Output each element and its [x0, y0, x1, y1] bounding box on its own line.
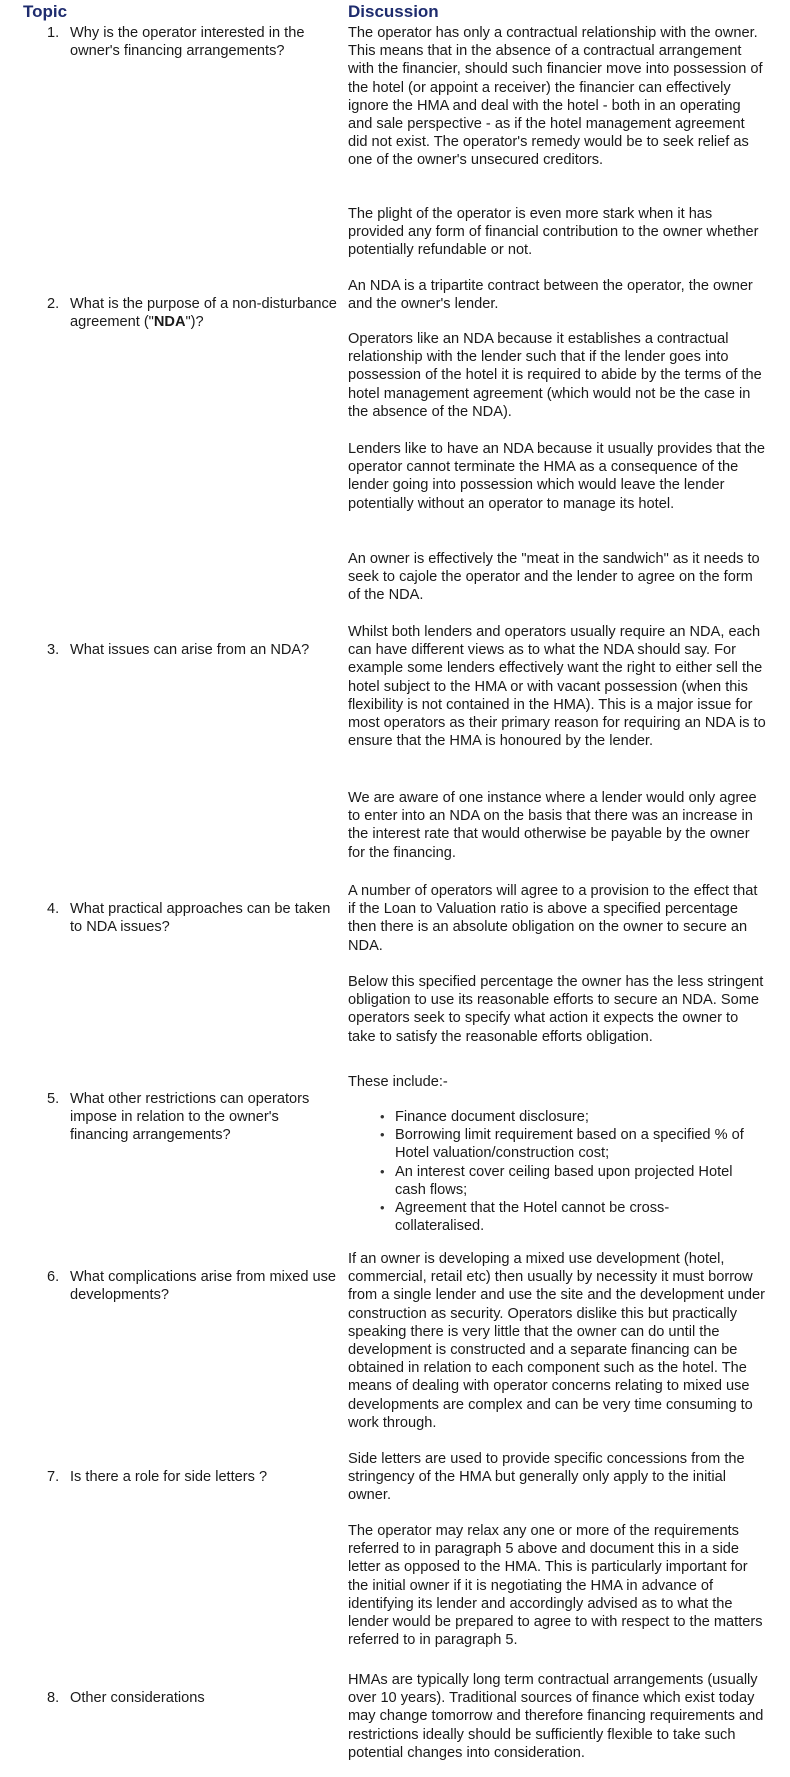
- discussion-paragraph: We are aware of one instance where a lender would only agree to enter into an NDA on the basis that there was an increase in the interest rate that would otherwise be payable by the owner for the financing.: [348, 790, 757, 861]
- discussion-paragraph: Operators like an NDA because it establishes a contractual relationship with the lender such that if the lender goes into possession of the hotel it is required to abide by the terms of the hotel management agreement (which would not be the case in the absence of the NDA).: [348, 331, 762, 420]
- list-item: • An interest cover ceiling based upon projected Hotel cash flows;: [378, 1163, 758, 1199]
- topic-number: 3.: [47, 642, 60, 658]
- topic-number: 6.: [47, 1269, 60, 1285]
- topic-item: [47, 1689, 337, 1707]
- topic-question: What complications arise from mixed use developments?: [70, 1269, 337, 1304]
- discussion-column-header: Discussion: [348, 2, 439, 21]
- discussion-paragraph: A number of operators will agree to a provision to the effect that if the Loan to Valuation ratio is above a specified percentage then there is an absolute obligation on the owner to secure an NDA.: [348, 883, 758, 954]
- restrictions-list: [378, 1108, 758, 1235]
- topic-question: What other restrictions can operators impose in relation to the owner's financing arrangements?: [70, 1091, 310, 1144]
- topic-item: [47, 295, 337, 331]
- topic-question: Is there a role for side letters ?: [70, 1469, 268, 1485]
- list-item: • Borrowing limit requirement based on a specified % of Hotel valuation/construction cost;: [378, 1126, 758, 1162]
- discussion-paragraph: An NDA is a tripartite contract between the operator, the owner and the owner's lender.: [348, 278, 753, 313]
- topic-column-header: Topic: [23, 2, 68, 21]
- discussion-paragraph: The operator may relax any one or more of the requirements referred to in paragraph 5 above and document this in a side letter as opposed to the HMA. This is particularly important for the initial owner if it is negotiating the HMA in advance of identifying its lender and accordingly advised as to what the lender would be prepared to agree to with respect to the matters referred to in paragraph 5.: [348, 1523, 763, 1649]
- topic-number: 1.: [47, 25, 60, 41]
- topic-item: [47, 24, 337, 60]
- topic-number: 4.: [47, 901, 60, 917]
- discussion-paragraph: The plight of the operator is even more stark when it has provided any form of financial contribution to the owner whether potentially refundable or not.: [348, 206, 759, 259]
- discussion-paragraph: Below this specified percentage the owner has the less stringent obligation to use its reasonable efforts to secure an NDA. Some operators seek to specify what action it expects the owner to take to satisfy the reasonable efforts obligation.: [348, 974, 764, 1045]
- topic-question: Why is the operator interested in the owner's financing arrangements?: [70, 25, 305, 60]
- topic-item: [47, 900, 337, 936]
- topic-question: What issues can arise from an NDA?: [70, 642, 310, 658]
- list-item: • Finance document disclosure;: [378, 1108, 758, 1126]
- topic-question: [70, 295, 337, 331]
- topic-number: 7.: [47, 1469, 60, 1485]
- topic-item: [47, 1468, 337, 1486]
- topic-item: [47, 1268, 337, 1304]
- topic-text-part: ")?: [185, 314, 204, 331]
- topic-number: 2.: [47, 296, 60, 312]
- discussion-paragraph: HMAs are typically long term contractual arrangements (usually over 10 years). Traditional sources of finance which exist today may change tomorrow and therefore financing requirements and restrictions ideally should be sufficiently flexible to take such potential changes into consideration.: [348, 1672, 764, 1761]
- discussion-paragraph: Lenders like to have an NDA because it usually provides that the operator cannot terminate the HMA as a consequence of the lender going into possession which would leave the lender potentially without an operator to manage its hotel.: [348, 441, 765, 512]
- topic-text-part: What is the purpose of a non-disturbance agreement (": [70, 296, 337, 331]
- discussion-paragraph: Side letters are used to provide specific concessions from the stringency of the HMA but generally only apply to the initial owner.: [348, 1451, 745, 1504]
- discussion-paragraph: These include:-: [348, 1074, 448, 1090]
- topic-question: Other considerations: [70, 1690, 205, 1706]
- topic-number: 5.: [47, 1091, 60, 1107]
- topic-item: [47, 1090, 337, 1145]
- discussion-paragraph: If an owner is developing a mixed use development (hotel, commercial, retail etc) then usually by necessity it must borrow from a single lender and use the site and the development under construction as security. Operators dislike this but practically speaking there is very little that the owner can do until the development is constructed and a separate financing can be obtained in relation to each component such as the hotel. The means of dealing with operator concerns relating to mixed use developments are complex and can be very time consuming to work through.: [348, 1251, 766, 1431]
- topic-question: What practical approaches can be taken to NDA issues?: [70, 901, 331, 936]
- topic-number: 8.: [47, 1690, 60, 1706]
- list-item: • Agreement that the Hotel cannot be cross-collateralised.: [378, 1199, 758, 1235]
- topic-item: [47, 641, 337, 659]
- discussion-paragraph: Whilst both lenders and operators usually require an NDA, each can have different views as to what the NDA should say. For example some lenders effectively want the right to either sell the hotel subject to the HMA or with vacant possession (when this flexibility is not contained in the HMA). This is a major issue for most operators as their primary reason for requiring an NDA is to ensure that the HMA is honoured by the lender.: [348, 624, 766, 750]
- topic-bold-term: NDA: [153, 314, 186, 331]
- discussion-paragraph: The operator has only a contractual relationship with the owner. This means that in the absence of a contractual arrangement with the financier, should such financier move into possession of the hotel (or appoint a receiver) the financier can effectively ignore the HMA and deal with the hotel - both in an operating and sale perspective - as if the hotel management agreement did not exist. The operator's remedy would be to seek relief as one of the owner's unsecured creditors.: [348, 25, 763, 169]
- discussion-paragraph: An owner is effectively the "meat in the sandwich" as it needs to seek to cajole the operator and the lender to agree on the form of the NDA.: [348, 551, 760, 604]
